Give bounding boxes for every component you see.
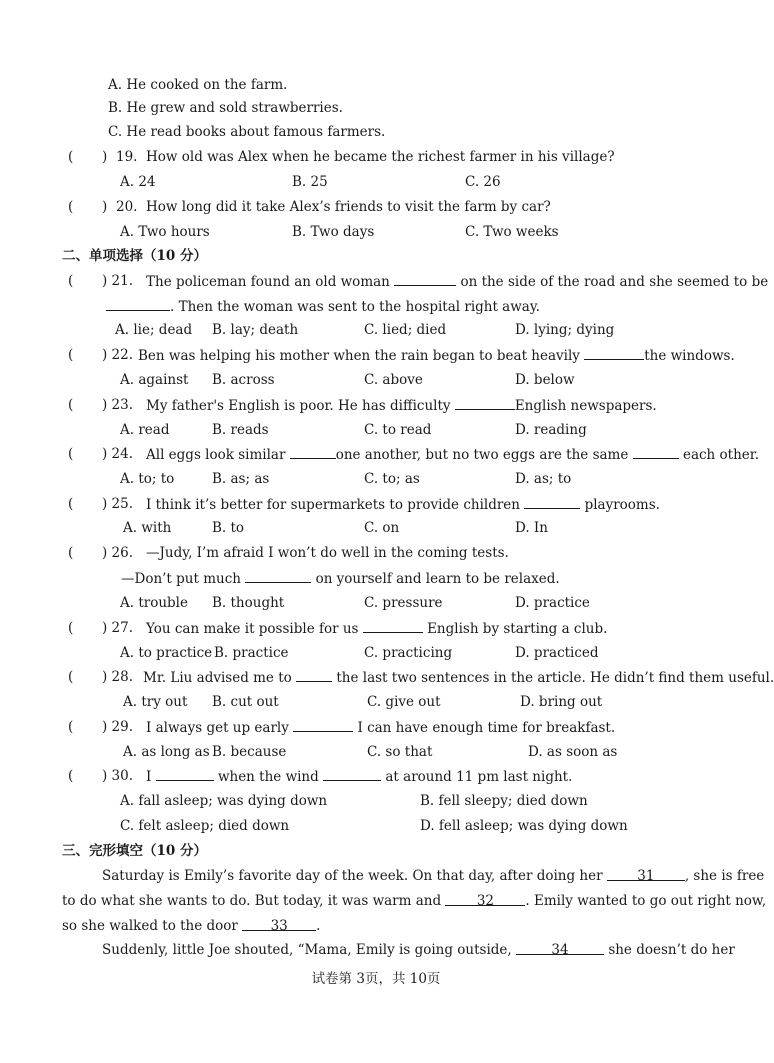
q28-text2: the last two sentences in the article. He didn’t find them useful. [336, 670, 774, 686]
passage-text: , she is free [684, 868, 765, 884]
q28-text1: Mr. Liu advised me to [143, 670, 292, 686]
q23-number: ) 23. [102, 397, 134, 413]
q26-answer-paren[interactable]: ( [68, 545, 74, 561]
passage-text: to do what she wants to do. But today, it was warm and [62, 893, 442, 909]
q21-option-d: D. lying; dying [515, 322, 615, 338]
q26-option-d: D. practice [515, 595, 590, 611]
q30-blank-1[interactable] [156, 767, 214, 781]
q24-text2: one another, but no two eggs are the same [335, 447, 629, 463]
cloze-blank-31[interactable]: 31 [607, 867, 685, 881]
cloze-blank-34[interactable]: 34 [516, 941, 604, 955]
q29-number: ) 29. [102, 719, 134, 735]
q22-option-d: D. below [515, 372, 575, 388]
q25-number: ) 25. [102, 496, 134, 512]
q26-question-line1: —Judy, I’m afraid I won’t do well in the coming tests. [146, 545, 509, 561]
q29-text2: I can have enough time for breakfast. [357, 720, 616, 736]
q24-option-b: B. as; as [212, 471, 270, 487]
q23-question [146, 396, 657, 415]
q27-number: ) 27. [102, 620, 134, 636]
q30-question [146, 767, 572, 786]
q26-option-b: B. thought [212, 595, 285, 611]
q21-option-c: C. lied; died [364, 322, 447, 338]
q24-number: ) 24. [102, 446, 134, 462]
passage-text: Suddenly, little Joe shouted, “Mama, Emily is going outside, [102, 942, 512, 958]
q25-blank[interactable] [524, 495, 580, 509]
q20-question: How long did it take Alex’s friends to visit the farm by car? [146, 199, 551, 215]
q24-option-a: A. to; to [120, 471, 175, 487]
q30-blank-2[interactable] [323, 767, 381, 781]
q21-number: ) 21. [102, 273, 134, 289]
q25-question [146, 495, 660, 514]
q27-option-c: C. practicing [364, 645, 453, 661]
q30-option-a: A. fall asleep; was dying down [120, 793, 328, 809]
q24-option-d: D. as; to [515, 471, 572, 487]
q21-blank-2[interactable] [106, 297, 170, 311]
q26-question-line2 [121, 569, 560, 588]
q23-option-a: A. read [120, 422, 170, 438]
passage-text: . Emily wanted to go out right now, [525, 893, 767, 909]
q27-option-b: B. practice [214, 645, 289, 661]
q23-text1: My father's English is poor. He has difficulty [146, 398, 451, 414]
q30-number: ) 30. [102, 768, 134, 784]
q28-option-b: B. cut out [212, 694, 279, 710]
q20-number: 20. [116, 199, 138, 215]
q25-text1: I think it’s better for supermarkets to provide children [146, 497, 520, 513]
q19-question: How old was Alex when he became the richest farmer in his village? [146, 149, 615, 165]
q22-option-b: B. across [212, 372, 275, 388]
q20-paren-close: ) [102, 199, 108, 215]
q28-question [143, 668, 774, 687]
q24-text3: each other. [682, 447, 760, 463]
q23-answer-paren[interactable]: ( [68, 397, 74, 413]
passage-line-4 [102, 941, 735, 959]
q29-blank[interactable] [293, 718, 353, 732]
q22-blank[interactable] [584, 346, 644, 360]
q27-option-a: A. to practice [120, 645, 213, 661]
section-2-title: 二、单项选择（10 分） [62, 248, 207, 264]
q26-option-a: A. trouble [120, 595, 188, 611]
q27-answer-paren[interactable]: ( [68, 620, 74, 636]
q28-option-a: A. try out [123, 694, 188, 710]
q19-option-a: A. 24 [120, 174, 156, 190]
q21-question-line2 [106, 297, 540, 316]
q28-blank[interactable] [296, 668, 332, 682]
passage-text: she doesn’t do her [608, 942, 735, 958]
passage-text: Saturday is Emily’s favorite day of the week. On that day, after doing her [102, 868, 603, 884]
q22-option-c: C. above [364, 372, 423, 388]
q28-option-d: D. bring out [520, 694, 603, 710]
section-3-title: 三、完形填空（10 分） [62, 843, 207, 859]
q29-question [146, 718, 615, 737]
q29-option-a: A. as long as [123, 744, 210, 760]
q20-option-c: C. Two weeks [465, 224, 559, 240]
q30-text1: I [146, 769, 152, 785]
q24-text1: All eggs look similar [146, 447, 286, 463]
q22-text1: Ben was helping his mother when the rain began to beat heavily [138, 348, 580, 364]
q29-option-d: D. as soon as [528, 744, 618, 760]
q20-option-a: A. Two hours [120, 224, 210, 240]
q28-number: ) 28. [102, 669, 134, 685]
q30-option-d: D. fell asleep; was dying down [420, 818, 628, 834]
q26-option-c: C. pressure [364, 595, 443, 611]
q22-option-a: A. against [120, 372, 189, 388]
q28-option-c: C. give out [367, 694, 441, 710]
q22-answer-paren[interactable]: ( [68, 347, 74, 363]
q19-option-b: B. 25 [292, 174, 328, 190]
q25-option-c: C. on [364, 520, 400, 536]
cloze-blank-33[interactable]: 33 [242, 917, 316, 931]
q22-question [138, 346, 735, 365]
q30-text2: when the wind [217, 769, 319, 785]
q25-text2: playrooms. [584, 497, 660, 513]
q29-option-b: B. because [212, 744, 287, 760]
q21-option-a: A. lie; dead [115, 322, 193, 338]
q30-option-c: C. felt asleep; died down [120, 818, 290, 834]
q22-number: ) 22. [102, 347, 134, 363]
passage-text: so she walked to the door [62, 918, 238, 934]
q23-option-c: C. to read [364, 422, 432, 438]
q29-option-c: C. so that [367, 744, 433, 760]
q24-blank-2[interactable] [633, 445, 679, 459]
q30-answer-paren[interactable]: ( [68, 768, 74, 784]
q25-option-a: A. with [123, 520, 172, 536]
q21-option-b: B. lay; death [212, 322, 299, 338]
q23-option-d: D. reading [515, 422, 587, 438]
q26-text2: —Don’t put much [121, 571, 241, 587]
q25-option-d: D. In [515, 520, 548, 536]
q27-option-d: D. practiced [515, 645, 599, 661]
q26-number: ) 26. [102, 545, 134, 561]
q19-number: 19. [116, 149, 138, 165]
q30-option-b: B. fell sleepy; died down [420, 793, 588, 809]
q22-text2: the windows. [644, 348, 735, 364]
q23-text2: English newspapers. [514, 398, 657, 414]
q30-text3: at around 11 pm last night. [385, 769, 573, 785]
page-footer: 试卷第 3页，共 10页 [311, 971, 441, 987]
q19-answer-paren[interactable]: ( [68, 149, 74, 165]
q27-text2: English by starting a club. [427, 621, 608, 637]
q21-text3: . Then the woman was sent to the hospital right away. [170, 299, 540, 315]
q29-answer-paren[interactable]: ( [68, 719, 74, 735]
q26-blank[interactable] [245, 569, 311, 583]
q28-answer-paren[interactable]: ( [68, 669, 74, 685]
q21-text1: The policeman found an old woman [146, 274, 390, 290]
passage-line-3 [62, 917, 320, 935]
q26-text3: on yourself and learn to be relaxed. [315, 571, 560, 587]
q18-option-a: A. He cooked on the farm. [108, 77, 288, 93]
q24-blank-1[interactable] [290, 445, 336, 459]
passage-text: . [316, 918, 321, 934]
q23-option-b: B. reads [212, 422, 269, 438]
cloze-blank-32[interactable]: 32 [445, 892, 525, 906]
q27-blank[interactable] [363, 619, 423, 633]
q21-answer-paren[interactable]: ( [68, 273, 74, 289]
q21-text2: on the side of the road and she seemed to be [460, 274, 769, 290]
q20-option-b: B. Two days [292, 224, 375, 240]
q19-paren-close: ) [102, 149, 108, 165]
q24-answer-paren[interactable]: ( [68, 446, 74, 462]
q27-text1: You can make it possible for us [146, 621, 359, 637]
q25-answer-paren[interactable]: ( [68, 496, 74, 512]
q21-blank-1[interactable] [394, 272, 456, 286]
q24-question [146, 445, 759, 464]
q24-option-c: C. to; as [364, 471, 420, 487]
q21-question-line1 [146, 272, 768, 291]
q18-option-b: B. He grew and sold strawberries. [108, 100, 343, 116]
passage-line-2 [62, 892, 766, 910]
q20-answer-paren[interactable]: ( [68, 199, 74, 215]
q23-blank[interactable] [455, 396, 515, 410]
q19-option-c: C. 26 [465, 174, 501, 190]
q29-text1: I always get up early [146, 720, 289, 736]
passage-line-1 [102, 867, 764, 885]
q27-question [146, 619, 607, 638]
q25-option-b: B. to [212, 520, 245, 536]
q18-option-c: C. He read books about famous farmers. [108, 124, 386, 140]
